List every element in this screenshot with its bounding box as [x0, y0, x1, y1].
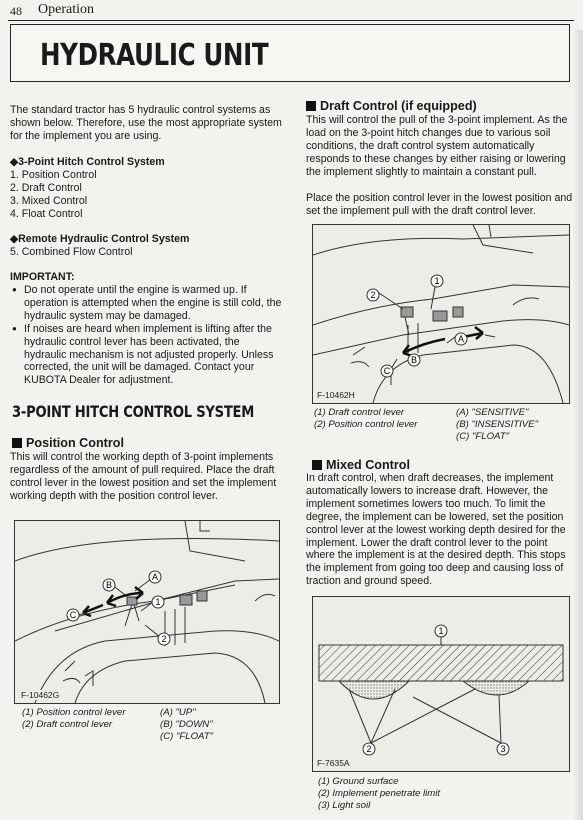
draft-control-heading: Draft Control (if equipped) — [306, 99, 477, 113]
callout-2: 2 — [370, 290, 376, 300]
list-item: 4. Float Control — [10, 207, 83, 220]
caption-left: (1) Position control lever (2) Draft control lever — [22, 707, 126, 731]
remote-heading: ◆Remote Hydraulic Control System — [10, 233, 190, 245]
square-bullet-icon — [306, 101, 316, 111]
header-rule — [8, 20, 574, 21]
caption-list: (1) Ground surface (2) Implement penetrate limit (3) Light soil — [318, 776, 441, 812]
position-control-heading: Position Control — [12, 436, 124, 450]
three-point-list — [10, 169, 282, 221]
important-list — [10, 284, 282, 387]
callout-3: 3 — [500, 744, 506, 754]
callout-b: B — [410, 355, 418, 365]
caption-left: (1) Draft control lever (2) Position control lever — [314, 407, 418, 431]
mixed-control-diagram — [313, 597, 569, 771]
figure-mixed-control — [312, 596, 570, 772]
callout-2: 2 — [161, 634, 167, 644]
position-control-illustration — [15, 521, 279, 703]
draft-control-body-2: Place the position control lever in the lowest position and set the implement pull with the draft control lever. — [306, 192, 573, 217]
figure-code: F-10462H — [317, 390, 355, 400]
figure-position-control — [14, 520, 280, 704]
mixed-control-body: In draft control, when draft decreases, the implement automatically lowers to increase draft. However, the implement sometimes lowers too much. To limit the degree, the implement can be lowered, set the position control lever at the lowest working depth desired for the implement. Lower the draft control lever to the point where the implement is at the desired depth. This stops the implement from going too deep and causing loss of traction and ground speed. — [306, 472, 566, 588]
draft-control-body: This will control the pull of the 3-point implement. As the load on the 3-point hitch changes due to various soil conditions, the draft control system automatically responds to these changes by either raising or lowering the implement slightly to maintain a constant pull. — [306, 114, 568, 178]
intro-text: The standard tractor has 5 hydraulic control systems as shown below. Therefore, use the most appropriate system for the implement you are using. — [10, 104, 282, 142]
figure-code: F-10462G — [21, 690, 60, 700]
square-bullet-icon — [312, 460, 322, 470]
page-edge — [573, 30, 583, 820]
callout-c: C — [383, 366, 391, 376]
page-title: HYDRAULIC UNIT — [40, 38, 269, 73]
callout-2: 2 — [366, 744, 372, 754]
callout-1: 1 — [438, 626, 444, 636]
figure-code: F-7635A — [317, 758, 350, 768]
three-point-heading: ◆3-Point Hitch Control System — [10, 156, 165, 168]
callout-1: 1 — [434, 276, 440, 286]
draft-control-illustration — [313, 225, 569, 403]
section-heading: 3-POINT HITCH CONTROL SYSTEM — [12, 402, 255, 421]
important-label: IMPORTANT: — [10, 271, 75, 283]
callout-b: B — [105, 580, 113, 590]
callout-1: 1 — [155, 597, 161, 607]
important-bullet: ● If noises are heard when implement is lifting after the hydraulic control lever has been activated, the hydraulic mechanism is not adjusted properly. Unless corrected, the unit will be damaged. Contact your KUBOTA Dealer for adjustment. — [10, 323, 282, 388]
position-control-body: This will control the working depth of 3-point implements regardless of the amount of pull required. Place the draft control lever in the lowest position and set the implement working depth with the position control lever. — [10, 451, 277, 502]
callout-c: C — [69, 610, 77, 620]
list-item: 2. Draft Control — [10, 181, 82, 194]
callout-a: A — [457, 334, 465, 344]
list-item: 1. Position Control — [10, 169, 97, 181]
page-number: 48 — [10, 4, 22, 18]
list-item: 3. Mixed Control — [10, 194, 88, 207]
caption-right: (A) "SENSITIVE" (B) "INSENSITIVE" (C) "FLOAT" — [456, 407, 538, 443]
mixed-control-heading: Mixed Control — [312, 458, 410, 472]
section-name: Operation — [38, 2, 94, 17]
caption-right: (A) "UP" (B) "DOWN" (C) "FLOAT" — [160, 707, 213, 743]
important-bullet: ● Do not operate until the engine is warmed up. If operation is attempted when the engine is still cold, the hydraulic system may be damaged. — [10, 284, 282, 323]
list-item: 5. Combined Flow Control — [10, 246, 133, 258]
callout-a: A — [151, 572, 159, 582]
square-bullet-icon — [12, 438, 22, 448]
figure-draft-control — [312, 224, 570, 404]
